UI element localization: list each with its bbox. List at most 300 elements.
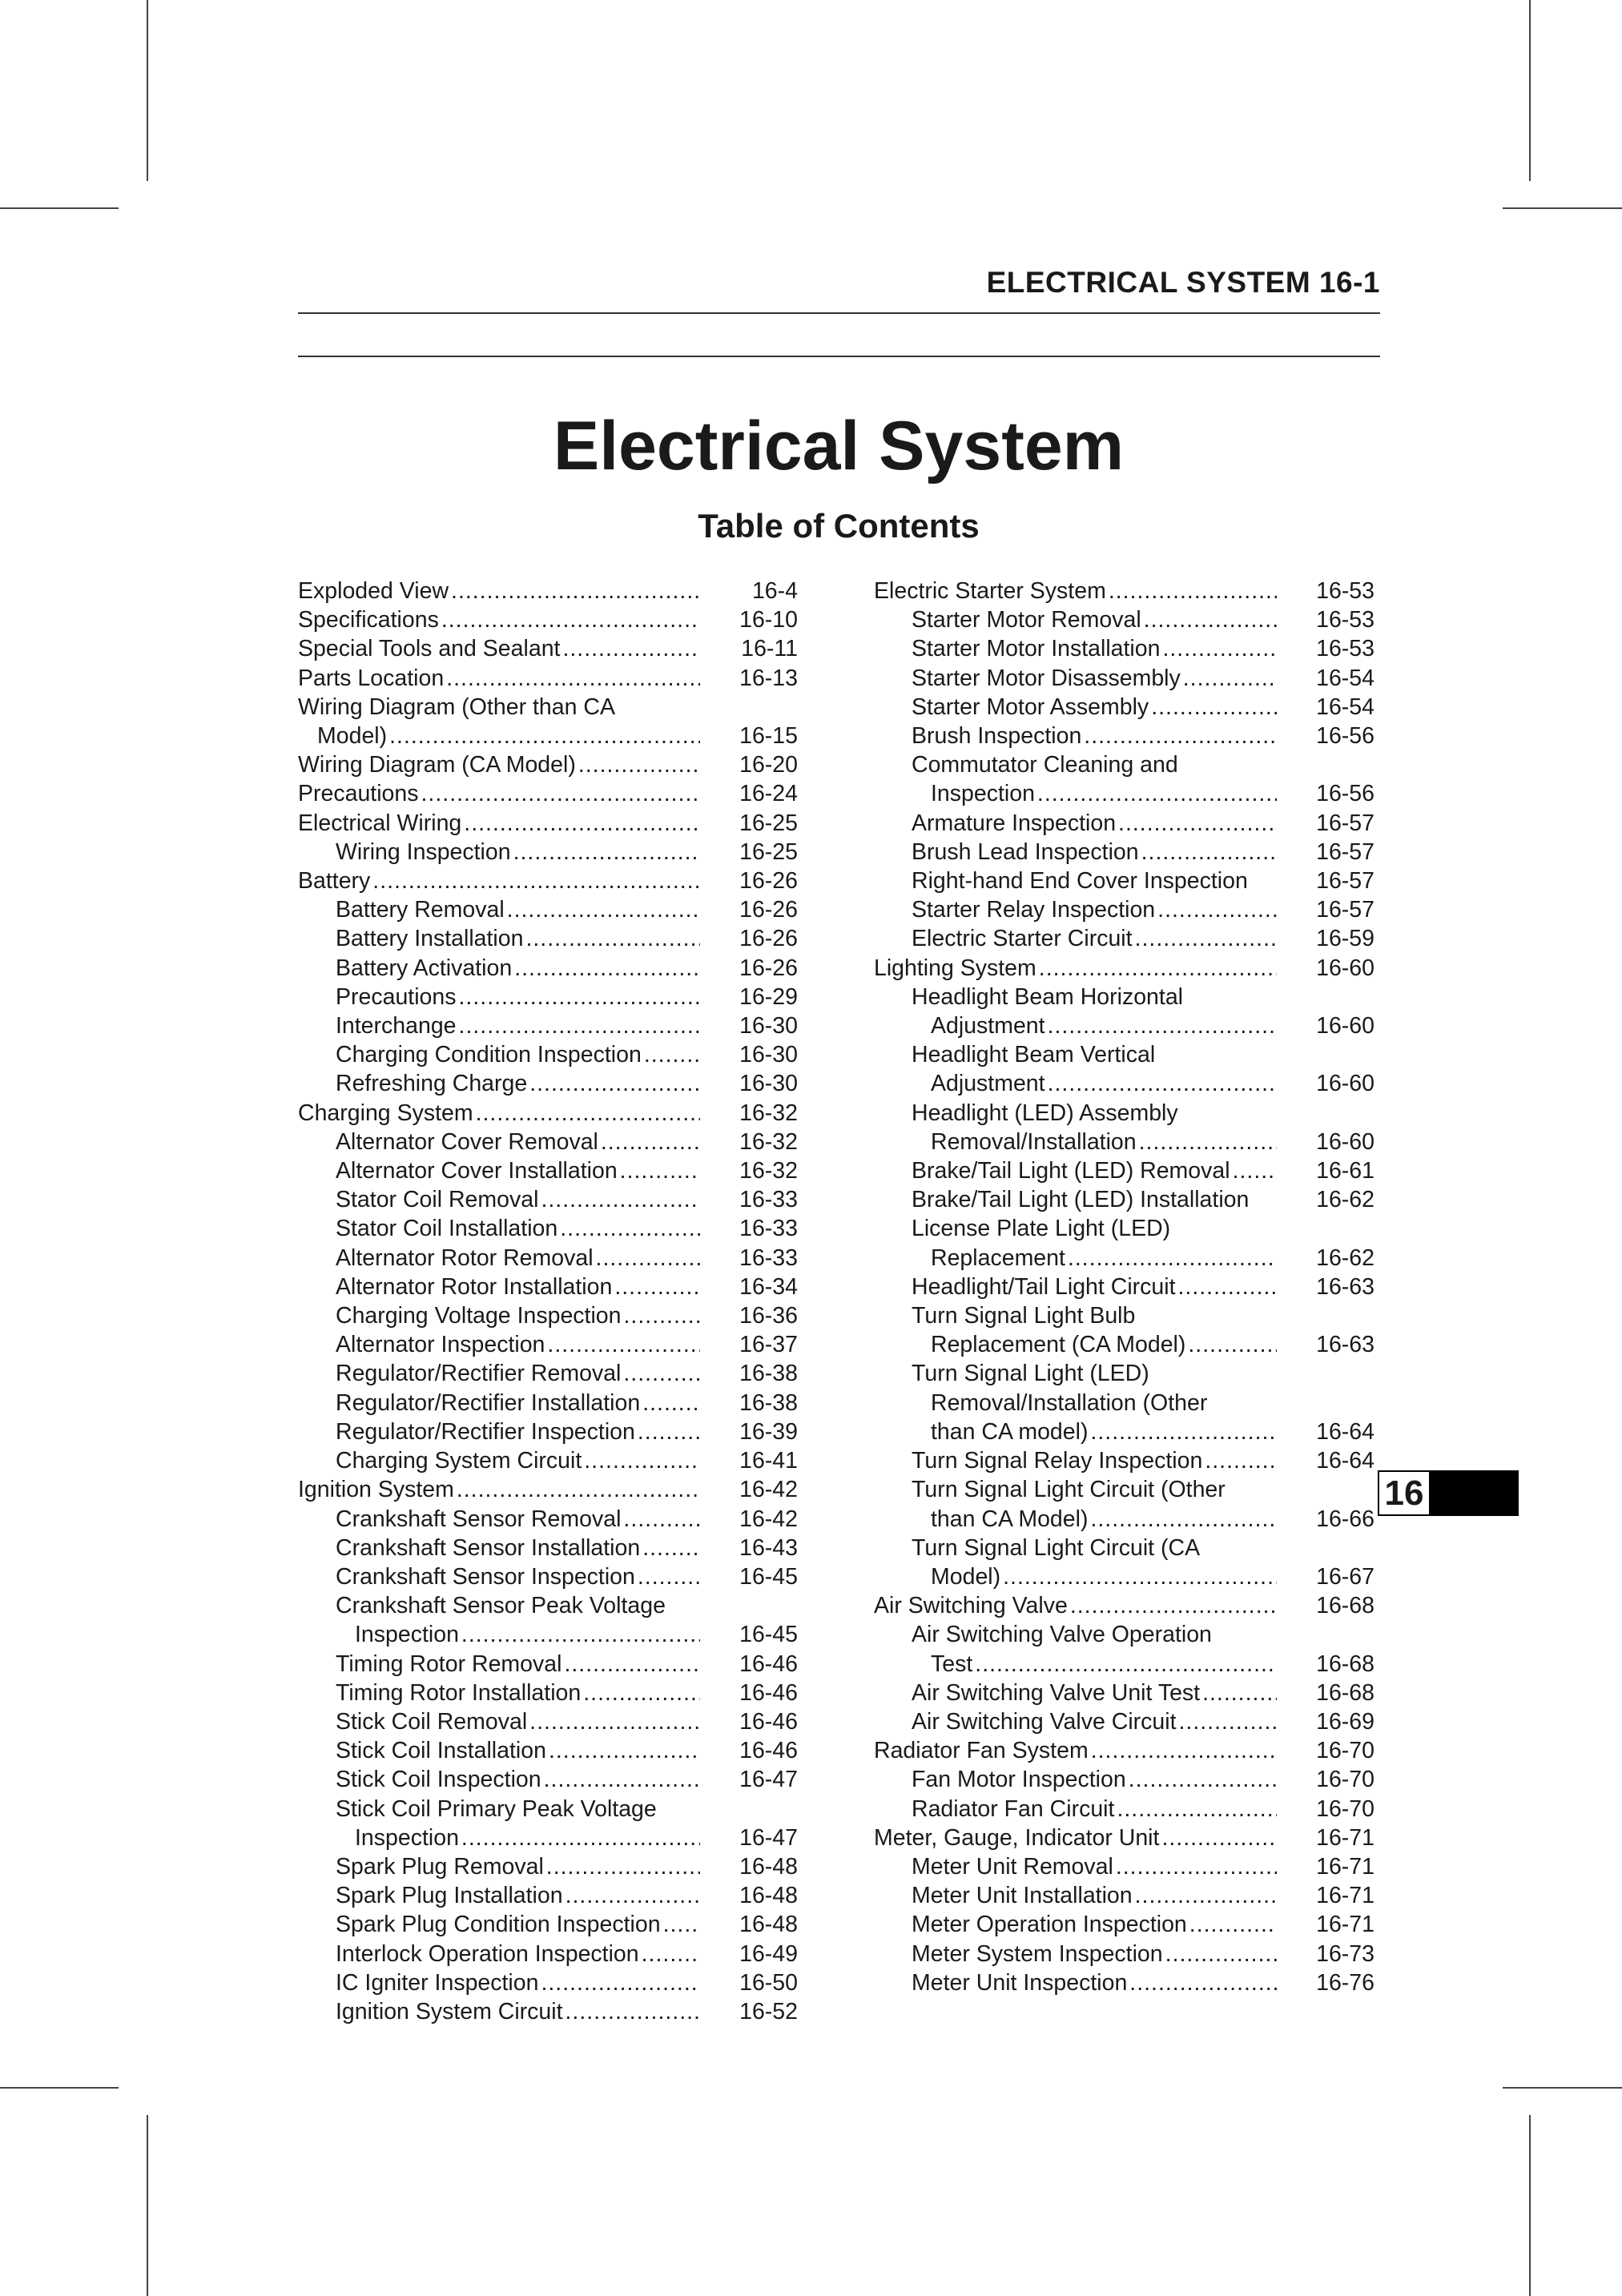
dot-leader [584,1446,700,1475]
toc-entry-label: Interlock Operation Inspection [336,1940,639,1967]
toc-entry-label: Ignition System [298,1477,454,1503]
toc-page-number: 16-64 [1316,1418,1374,1445]
toc-entry-label: Starter Relay Inspection [912,897,1156,923]
crop-mark [1503,2087,1622,2089]
toc-entry [298,895,798,924]
toc-entry-label: Precautions [336,983,457,1010]
toc-page-number: 16-26 [739,926,798,952]
toc-entry-label: Brake/Tail Light (LED) Installation [912,1187,1250,1213]
toc-entry-label: Charging System Circuit [336,1448,582,1474]
toc-entry [298,1505,798,1534]
toc-page-number: 16-70 [1316,1795,1374,1822]
toc-page-number: 16-60 [1316,955,1374,981]
toc-entry-label: Headlight Beam Horizontal [912,983,1184,1010]
toc-entry [298,867,798,895]
toc-page-number: 16-71 [1316,1824,1374,1851]
toc-entry [298,1852,798,1881]
toc-entry [298,1330,798,1359]
crop-mark [0,207,119,209]
toc-page-number: 16-64 [1316,1448,1374,1474]
toc-entry-label: Electric Starter Circuit [912,926,1133,952]
toc-entry [874,809,1374,838]
toc-entry [874,924,1374,953]
toc-page-number: 16-61 [1316,1158,1374,1184]
toc-entry [298,634,798,663]
toc-page-number: 16-45 [739,1622,798,1648]
dot-leader [596,1244,700,1273]
dot-leader [1205,1446,1277,1475]
toc-entry [874,1679,1374,1707]
toc-page-number: 16-46 [739,1679,798,1706]
toc-entry-label: Turn Signal Light (LED) [912,1361,1149,1387]
toc-page-number: 16-38 [739,1361,798,1387]
toc-page-number: 16-30 [739,1071,798,1097]
toc-entry [874,1156,1374,1185]
toc-page-number: 16-66 [1316,1506,1374,1532]
dot-leader [1048,1011,1277,1040]
toc-page-number: 16-53 [1316,578,1374,604]
dot-leader [1048,1069,1277,1098]
dot-leader [1135,924,1277,953]
toc-entry-label: Alternator Rotor Removal [336,1245,594,1271]
dot-leader [638,1562,700,1591]
toc-entry-label: Starter Motor Removal [912,607,1141,633]
toc-entry-label: Spark Plug Installation [336,1883,563,1909]
toc-entry [298,1910,798,1939]
toc-page-number: 16-30 [739,1013,798,1039]
toc-page-number: 16-59 [1316,926,1374,952]
toc-entry-label: Inspection [355,1824,459,1851]
dot-leader [601,1128,700,1156]
toc-entry [874,1736,1374,1765]
toc-entry-label: Brake/Tail Light (LED) Removal [912,1158,1230,1184]
toc-entry [874,1620,1374,1678]
toc-entry [874,1273,1374,1301]
toc-page-number: 16-60 [1316,1071,1374,1097]
toc-entry [874,1910,1374,1939]
toc-entry-label: Stator Coil Installation [336,1216,558,1242]
toc-page-number: 16-52 [739,1998,798,2025]
toc-entry [298,809,798,838]
toc-entry-label: Alternator Rotor Installation [336,1273,613,1300]
toc-page-number: 16-42 [739,1477,798,1503]
toc-entry [874,1534,1374,1591]
chapter-title: Electrical System [553,408,1125,485]
dot-leader [544,1765,700,1794]
toc-entry-label: Interchange [336,1013,457,1039]
toc-entry-label: Spark Plug Condition Inspection [336,1912,661,1938]
toc-entry [298,1534,798,1562]
toc-page-number: 16-33 [739,1187,798,1213]
toc-entry [298,1736,798,1765]
dot-leader [549,1736,700,1765]
dot-leader [421,779,700,808]
toc-entry [298,1417,798,1446]
toc-page-number: 16-47 [739,1767,798,1793]
toc-page-number: 16-57 [1316,897,1374,923]
toc-entry [874,983,1374,1040]
dot-leader [642,1389,700,1417]
dot-leader [1139,1128,1277,1156]
toc-entry [298,1273,798,1301]
dot-leader [975,1650,1277,1679]
dot-leader [562,634,700,663]
toc-entry [874,1185,1374,1214]
toc-entry [874,1940,1374,1968]
toc-entry-label: Stick Coil Removal [336,1708,528,1735]
toc-page-number: 16-50 [739,1969,798,1996]
toc-page-number: 16-71 [1316,1883,1374,1909]
toc-entry-label: Stick Coil Installation [336,1738,546,1764]
dot-leader [1090,1417,1277,1446]
crop-mark [147,2115,148,2296]
toc-page-number: 16-15 [739,723,798,750]
toc-entry [298,1881,798,1910]
toc-page-number: 16-76 [1316,1969,1374,1996]
toc-entry-label: Exploded View [298,578,449,604]
toc-page-number: 16-69 [1316,1708,1374,1735]
toc-entry-label: Electric Starter System [874,578,1106,604]
dot-leader [1129,1765,1277,1794]
toc-page-number: 16-63 [1316,1332,1374,1358]
toc-entry [298,1968,798,1997]
toc-entry-label: Brush Lead Inspection [912,838,1139,865]
toc-page-number: 16-25 [739,838,798,865]
toc-entry-label: Model) [317,723,388,750]
toc-entry [874,1591,1374,1620]
toc-page-number: 16-26 [739,868,798,895]
toc-page-number: 16-30 [739,1042,798,1068]
toc-page-number: 16-4 [751,578,798,604]
dot-leader [461,1620,700,1649]
dot-leader [623,1505,700,1534]
crop-mark [1529,2115,1531,2296]
toc-page-number: 16-60 [1316,1013,1374,1039]
toc-entry-label: Starter Motor Disassembly [912,665,1181,691]
dot-leader [642,1534,700,1562]
toc-entry-label: IC Igniter Inspection [336,1969,539,1996]
dot-leader [529,1707,700,1736]
toc-entry-label: Starter Motor Assembly [912,694,1149,720]
toc-entry-label: Meter System Inspection [912,1940,1163,1967]
toc-column-left [298,577,798,2026]
toc-entry [298,1011,798,1040]
toc-entry [874,1214,1374,1272]
divider-rule [298,356,1380,357]
dot-leader [547,1330,700,1359]
toc-page-number: 16-54 [1316,665,1374,691]
dot-leader [1090,1505,1277,1534]
toc-entry-label: Radiator Fan Circuit [912,1795,1115,1822]
toc-page-number: 16-32 [739,1128,798,1155]
toc-entry-label: Replacement (CA Model) [931,1332,1186,1358]
toc-entry [874,1359,1374,1446]
toc-entry-label: Lighting System [874,955,1036,981]
dot-leader [1117,1795,1277,1824]
toc-entry [298,1446,798,1475]
dot-leader [1039,954,1277,983]
toc-page-number: 16-47 [739,1824,798,1851]
dot-leader [1109,577,1277,605]
toc-page-number: 16-68 [1316,1679,1374,1706]
toc-entry-label: Removal/Installation (Other [931,1389,1208,1416]
toc-entry-label: Turn Signal Light Bulb [912,1303,1136,1329]
dot-leader [1161,1824,1277,1852]
toc-page-number: 16-56 [1316,723,1374,750]
toc-page-number: 16-62 [1316,1245,1374,1271]
toc-entry [874,1099,1374,1156]
toc-page-number: 16-68 [1316,1651,1374,1677]
toc-entry-label: Ignition System Circuit [336,1998,563,2025]
toc-entry-label: Commutator Cleaning and [912,752,1178,778]
toc-entry [298,1185,798,1214]
toc-entry-label: Air Switching Valve Unit Test [912,1679,1201,1706]
dot-leader [1084,722,1277,750]
toc-page-number: 16-49 [739,1940,798,1967]
dot-leader [459,983,700,1011]
dot-leader [1091,1736,1277,1765]
dot-leader [1135,1881,1277,1910]
toc-entry [874,954,1374,983]
dot-leader [1151,693,1277,722]
toc-entry [298,605,798,634]
toc-page-number: 16-46 [739,1738,798,1764]
dot-leader [620,1156,700,1185]
toc-entry-label: Adjustment [931,1071,1045,1097]
dot-leader [451,577,700,605]
toc-entry-label: Special Tools and Sealant [298,636,561,662]
toc-entry-label: Meter Unit Inspection [912,1969,1128,1996]
toc-entry [298,1679,798,1707]
toc-page-number: 16-53 [1316,607,1374,633]
dot-leader [525,924,700,953]
toc-entry-label: Model) [931,1563,1001,1590]
toc-entry-label: Alternator Inspection [336,1332,545,1358]
toc-entry [874,577,1374,605]
toc-entry [874,1475,1374,1533]
toc-entry-label: Battery Activation [336,955,513,981]
toc-entry-label: Headlight Beam Vertical [912,1042,1156,1068]
dot-leader [372,867,700,895]
toc-entry [298,1389,798,1417]
dot-leader [1037,779,1277,808]
toc-entry-label: than CA Model) [931,1506,1089,1532]
toc-page-number: 16-29 [739,983,798,1010]
toc-page-number: 16-24 [739,781,798,807]
toc-page-number: 16-41 [739,1448,798,1474]
toc-entry [874,1765,1374,1794]
toc-entry-label: Crankshaft Sensor Peak Voltage [336,1593,666,1619]
toc-entry-label: Fan Motor Inspection [912,1767,1126,1793]
toc-page-number: 16-33 [739,1216,798,1242]
toc-page-number: 16-54 [1316,694,1374,720]
toc-entry-label: Timing Rotor Removal [336,1651,562,1677]
dot-leader [565,1881,700,1910]
toc-page-number: 16-45 [739,1563,798,1590]
toc-entry [874,1968,1374,1997]
toc-entry-label: Headlight (LED) Assembly [912,1100,1178,1126]
toc-entry-label: Alternator Cover Removal [336,1128,598,1155]
toc-entry-label: Crankshaft Sensor Installation [336,1534,641,1561]
toc-page-number: 16-57 [1316,810,1374,836]
toc-page-number: 16-48 [739,1883,798,1909]
toc-page-number: 16-56 [1316,781,1374,807]
toc-entry [298,1707,798,1736]
dot-leader [1070,1591,1277,1620]
toc-entry [874,895,1374,924]
toc-entry-label: Starter Motor Installation [912,636,1161,662]
toc-entry [874,693,1374,722]
toc-entry [298,1040,798,1069]
toc-entry [874,1446,1374,1475]
toc-entry-label: Specifications [298,607,439,633]
crop-mark [1503,207,1622,209]
toc-entry-label: Brush Inspection [912,723,1082,750]
toc-entry [298,750,798,779]
toc-entry-label: Stick Coil Primary Peak Voltage [336,1795,657,1822]
toc-page-number: 16-73 [1316,1940,1374,1967]
toc-page-number: 16-60 [1316,1128,1374,1155]
toc-page-number: 16-67 [1316,1563,1374,1590]
dot-leader [1165,1940,1277,1968]
toc-entry [874,664,1374,693]
toc-entry [298,838,798,867]
toc-entry [298,1940,798,1968]
dot-leader [1144,605,1277,634]
toc-entry-label: Refreshing Charge [336,1071,528,1097]
toc-page-number: 16-46 [739,1651,798,1677]
toc-page-number: 16-71 [1316,1912,1374,1938]
toc-heading: Table of Contents [698,507,980,545]
toc-entry-label: License Plate Light (LED) [912,1216,1171,1242]
dot-leader [1183,664,1277,693]
dot-leader [1188,1330,1277,1359]
toc-entry-label: Battery Installation [336,926,524,952]
toc-entry-label: Air Switching Valve Operation [912,1622,1212,1648]
toc-entry [298,693,798,750]
toc-page-number: 16-62 [1316,1187,1374,1213]
toc-entry-label: Inspection [931,781,1035,807]
toc-entry [298,1156,798,1185]
dot-leader [1233,1156,1277,1185]
dot-leader [1116,1852,1277,1881]
toc-entry [298,1765,798,1794]
toc-entry-label: Battery Removal [336,897,505,923]
toc-entry-label: Wiring Diagram (CA Model) [298,752,576,778]
toc-entry-label: Stator Coil Removal [336,1187,539,1213]
toc-page-number: 16-71 [1316,1853,1374,1880]
toc-entry [298,1128,798,1156]
dot-leader [546,1852,700,1881]
toc-entry [298,1650,798,1679]
toc-entry [298,1069,798,1098]
toc-entry-label: Spark Plug Removal [336,1853,544,1880]
toc-entry-label: Wiring Inspection [336,838,511,865]
toc-page-number: 16-26 [739,955,798,981]
toc-entry-label: Armature Inspection [912,810,1117,836]
toc-entry-label: Wiring Diagram (Other than CA [298,694,615,720]
dot-leader [441,605,700,634]
dot-leader [583,1679,700,1707]
crop-mark [0,2087,119,2089]
toc-page-number: 16-53 [1316,636,1374,662]
toc-entry [298,1244,798,1273]
dot-leader [614,1273,700,1301]
toc-entry-label: Charging System [298,1100,473,1126]
toc-entry-label: Test [931,1651,973,1677]
toc-entry [298,1562,798,1591]
dot-leader [1157,895,1277,924]
toc-entry-label: Electrical Wiring [298,810,462,836]
crop-mark [1529,0,1531,181]
toc-entry [874,1881,1374,1910]
toc-entry-label: Meter Unit Removal [912,1853,1113,1880]
dot-leader [464,809,700,838]
toc-entry [874,1707,1374,1736]
toc-entry [298,1475,798,1504]
toc-entry-label: Turn Signal Relay Inspection [912,1448,1203,1474]
dot-leader [476,1099,700,1128]
toc-page-number: 16-26 [739,897,798,923]
toc-entry [874,634,1374,663]
toc-page-number: 16-37 [739,1332,798,1358]
toc-page-number: 16-38 [739,1389,798,1416]
toc-entry [298,577,798,605]
dot-leader [507,895,700,924]
dot-leader [1162,634,1277,663]
toc-entry [298,954,798,983]
dot-leader [1202,1679,1277,1707]
toc-page-number: 16-46 [739,1708,798,1735]
toc-entry [874,1852,1374,1881]
toc-column-right [874,577,1374,1997]
toc-entry [298,983,798,1011]
toc-entry [298,1301,798,1330]
dot-leader [564,1650,700,1679]
toc-page-number: 16-57 [1316,838,1374,865]
dot-leader [446,664,700,693]
toc-entry-label: Regulator/Rectifier Installation [336,1389,641,1416]
toc-entry-label: Inspection [355,1622,459,1648]
toc-entry [298,924,798,953]
toc-entry-label: Crankshaft Sensor Inspection [336,1563,635,1590]
toc-page-number: 16-70 [1316,1767,1374,1793]
toc-entry [874,867,1374,895]
toc-page-number: 16-10 [739,607,798,633]
toc-page-number: 16-20 [739,752,798,778]
toc-entry [874,1824,1374,1852]
toc-entry-label: Regulator/Rectifier Inspection [336,1418,635,1445]
toc-entry-label: Crankshaft Sensor Removal [336,1506,622,1532]
toc-entry-label: Headlight/Tail Light Circuit [912,1273,1176,1300]
toc-entry-label: Turn Signal Light Circuit (CA [912,1534,1201,1561]
toc-entry-label: Turn Signal Light Circuit (Other [912,1477,1226,1503]
dot-leader [457,1475,700,1504]
dot-leader [513,838,700,867]
dot-leader [644,1040,700,1069]
toc-entry [298,1997,798,2026]
toc-entry-label: Stick Coil Inspection [336,1767,541,1793]
toc-entry [874,1040,1374,1098]
toc-page-number: 16-70 [1316,1738,1374,1764]
toc-entry [298,1099,798,1128]
toc-entry [298,664,798,693]
dot-leader [1003,1562,1277,1591]
toc-entry-label: Meter Operation Inspection [912,1912,1187,1938]
toc-entry-label: Battery [298,868,371,895]
toc-entry-label: Regulator/Rectifier Removal [336,1361,622,1387]
toc-entry-label: Parts Location [298,665,445,691]
